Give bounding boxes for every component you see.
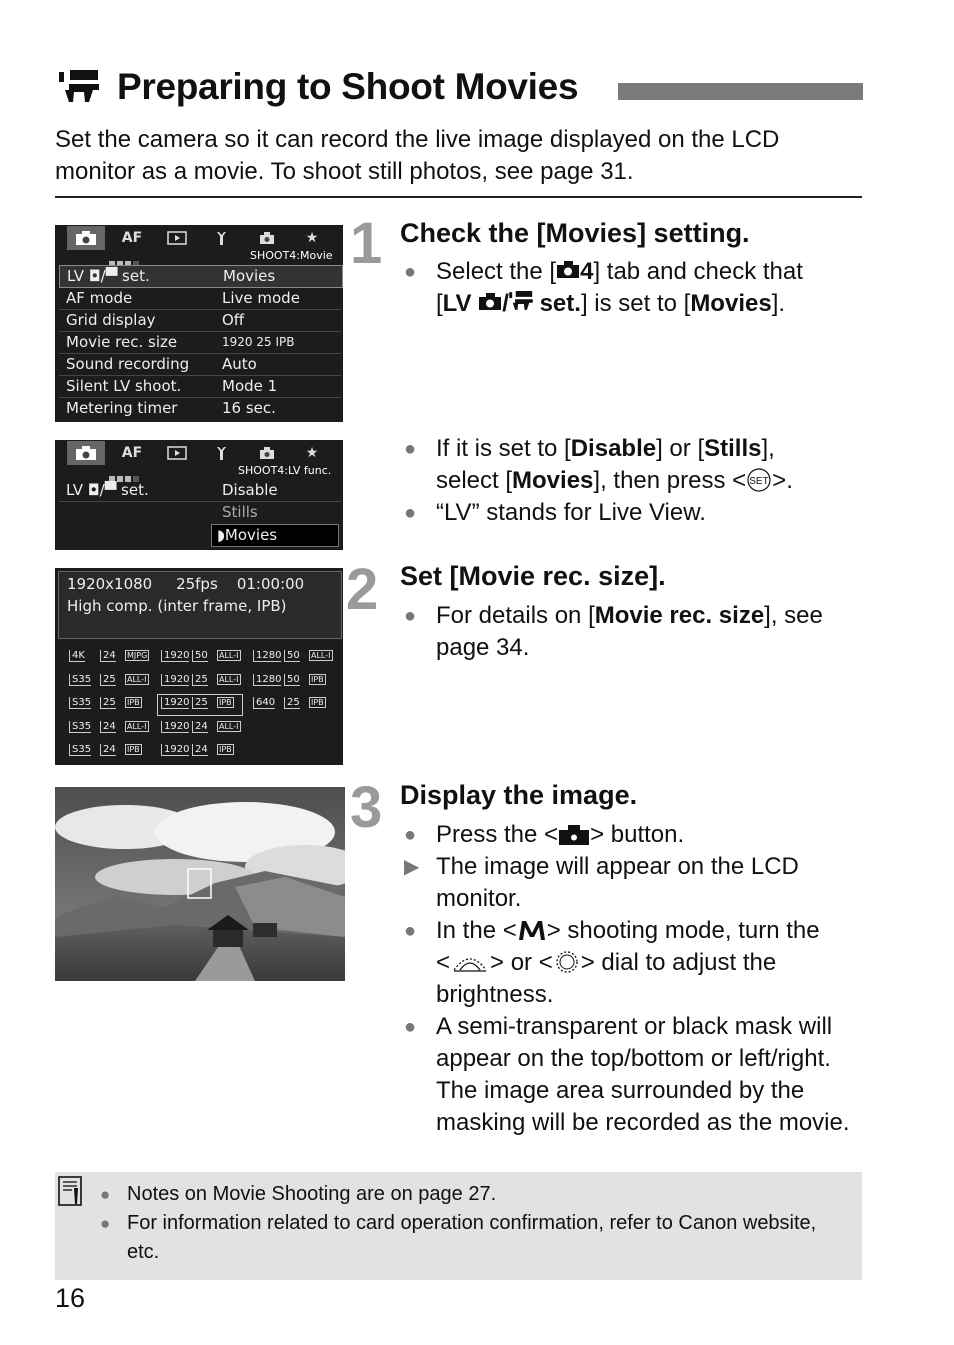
size-cell: 24: [100, 744, 116, 756]
size-cell: 25: [192, 697, 208, 709]
size-cell: 24: [100, 650, 116, 662]
bullet-text: In the <: [436, 917, 517, 944]
svg-text:SET: SET: [749, 476, 769, 487]
size-cell: IPB: [311, 698, 324, 707]
bullet-dot-icon: ●: [100, 1185, 111, 1204]
menu-tag: SHOOT4:LV func.: [238, 464, 332, 477]
bullet: ● Select the [ 4] tab and check that [LV / set.] is set to [Movies].: [404, 258, 803, 317]
tab-mymenu: [293, 228, 331, 248]
main-dial-icon: [450, 950, 490, 974]
bullet-dot-icon: ●: [100, 1214, 111, 1233]
camera-icon: ◘: [88, 267, 101, 285]
bullet: [404, 600, 864, 664]
menu-row-label-suffix: set.: [121, 481, 149, 499]
step-number: 3: [350, 775, 383, 840]
movie-size-screen: [55, 568, 343, 765]
size-cell: 25: [100, 674, 116, 686]
bullet-text: The image will appear on the LCD monitor.: [436, 853, 799, 912]
menu-row: [59, 310, 341, 332]
live-view-image: [55, 787, 345, 981]
size-cell: IPB: [311, 674, 324, 684]
bullet-bold: Movie rec. size: [594, 602, 765, 629]
menu-tag: SHOOT4:Movie: [250, 249, 333, 262]
size-info-line2: High comp. (inter frame, IPB): [67, 597, 287, 615]
bullet-text: >.: [772, 467, 793, 494]
size-cell: 24: [192, 721, 208, 733]
menu-row-label: Grid display: [66, 311, 156, 329]
menu-screen-shoot4: [55, 225, 343, 422]
quick-control-dial-icon: [553, 950, 581, 974]
tab-setup: [203, 228, 241, 248]
bullet-text: > shooting mode, turn the: [546, 917, 820, 944]
size-cell: ALL-I: [219, 721, 239, 731]
page-dots: [109, 467, 169, 473]
bullet-text: Select the [: [436, 258, 557, 285]
landscape-photo: [55, 787, 345, 981]
bullet-bold: set.: [539, 290, 581, 317]
camera-icon: ◘: [87, 481, 100, 499]
note-item: [100, 1180, 847, 1209]
step-heading: Set [Movie rec. size].: [400, 561, 666, 591]
size-cell: S35: [69, 697, 91, 709]
option-row: [59, 502, 341, 523]
menu-row-value: Auto: [222, 355, 257, 373]
bullet-text: ] is set to [: [580, 290, 691, 317]
menu-row-lv-set: LV ◘/▀ set. Movies: [59, 265, 343, 288]
size-cell: 1920: [161, 744, 189, 756]
title-bar: [618, 83, 863, 100]
step-number: 1: [350, 211, 383, 276]
bullet-text: “LV” stands for Live View.: [436, 499, 706, 526]
bullet-dot-icon: ●: [404, 438, 417, 460]
memo-icon: [58, 1176, 84, 1210]
size-cell: ALL-I: [219, 651, 239, 660]
bullet-bold: 4: [580, 258, 594, 285]
bullet-dot-icon: ●: [404, 1016, 417, 1038]
bullet-text: ], then press <: [593, 467, 747, 494]
bullet-bold: Stills: [704, 435, 762, 462]
tab-af: AF: [121, 445, 143, 461]
step-heading: Display the image.: [400, 780, 638, 810]
menu-row: [59, 354, 341, 376]
option-stills: Stills: [222, 503, 258, 521]
bullet-text: ],: [761, 435, 775, 462]
movie-camera-icon: [509, 291, 533, 311]
bullet-text: > button.: [590, 821, 685, 848]
menu-row-label: LV: [67, 267, 84, 285]
tab-shoot: [67, 441, 105, 465]
bullet: [404, 1011, 864, 1139]
bullet-text: select [: [436, 467, 513, 494]
page-title: Preparing to Shoot Movies: [117, 66, 579, 107]
size-cell: IPB: [127, 698, 140, 707]
menu-row-label-suffix: set.: [122, 267, 150, 285]
bullet-text: If it is set to [: [436, 435, 571, 462]
bullet-text: <: [436, 949, 451, 976]
movie-icon: ▀: [104, 481, 117, 499]
note-text: For information related to card operation confirmation, refer to Canon website, etc.: [127, 1212, 817, 1263]
size-cell: ALL-I: [219, 674, 239, 684]
menu-row-value: Mode 1: [222, 377, 278, 395]
tab-mymenu: [293, 443, 331, 463]
menu-row-label: Metering timer: [66, 399, 178, 417]
bullet-text: ] tab and check that: [593, 258, 803, 285]
camera-icon: [75, 445, 97, 461]
size-cell: 1920: [161, 697, 189, 709]
menu-row: [59, 332, 341, 354]
menu-row-label: Silent LV shoot.: [66, 377, 182, 395]
menu-row-value: 1920 25 IPB: [222, 335, 295, 349]
tab-playback: [158, 228, 196, 248]
menu-row-value: Off: [222, 311, 245, 329]
bullet-text: ], see page 34.: [436, 602, 823, 661]
menu-row-value: Live mode: [222, 289, 300, 307]
menu-row-value: Movies: [223, 267, 276, 285]
size-cell: 50: [192, 650, 208, 662]
intro-text: Set the camera so it can record the live image displayed on the LCD monitor as a movie. To shoot still photos, see page 31.: [55, 126, 780, 185]
tab-setup: [203, 443, 241, 463]
bullet-text: ].: [771, 290, 786, 317]
tab-af: AF: [121, 230, 143, 246]
option-row-selected: [211, 524, 339, 547]
size-cell: IPB: [219, 698, 232, 707]
title-row: [55, 62, 863, 112]
note-item: [100, 1209, 847, 1267]
camera-icon: [75, 230, 97, 246]
size-cell: 50: [284, 674, 300, 686]
bullet-dot-icon: ●: [404, 605, 417, 627]
custom-camera-icon: [258, 230, 276, 246]
movie-icon: ▀: [105, 267, 118, 285]
bullet-bold: LV: [442, 290, 472, 317]
size-cell: ALL-I: [311, 651, 331, 660]
size-cell: 24: [100, 721, 116, 733]
playback-icon: [167, 231, 187, 245]
page-dots: [109, 252, 169, 258]
size-cell: 1920: [161, 650, 189, 662]
size-cell: 4K: [69, 650, 85, 662]
bullet-dot-icon: ●: [404, 261, 417, 283]
bullet: [404, 819, 864, 851]
menu-row: [59, 288, 341, 310]
menu-row-label: LV: [66, 481, 83, 499]
size-cell: S35: [69, 744, 91, 756]
size-cell: S35: [69, 721, 91, 733]
bullet: [404, 497, 864, 529]
menu-screen-lv-func: [55, 440, 343, 550]
result-arrow-icon: ▶: [404, 856, 420, 878]
menu-row-label: Sound recording: [66, 355, 190, 373]
bullet-bold: Disable: [570, 435, 657, 462]
size-cell: 1920: [161, 721, 189, 733]
menu-row-label: Movie rec. size: [66, 333, 178, 351]
note-text: Notes on Movie Shooting are on page 27.: [127, 1183, 497, 1205]
size-cell: IPB: [127, 745, 140, 754]
option-movies: Movies: [224, 526, 278, 544]
size-cell: 1920: [161, 674, 189, 686]
size-selection-frame: [157, 694, 243, 716]
bullet-text: A semi-transparent or black mask will appear on the top/bottom or left/right. The image area surrounded by the masking will be recorded as the movie.: [436, 1013, 850, 1136]
menu-row: [59, 398, 341, 419]
size-cell: S35: [69, 674, 91, 686]
camera-icon: [478, 291, 502, 311]
tab-shoot: [67, 226, 105, 250]
size-cell: 25: [100, 697, 116, 709]
bullet-text: > dial to adjust the brightness.: [436, 949, 777, 1008]
size-cell: MJPG: [127, 651, 148, 660]
bullet-text: ] or [: [656, 435, 705, 462]
wrench-icon: [214, 230, 230, 246]
camera-icon: [556, 259, 580, 279]
bullet: [404, 851, 864, 915]
menu-row: [59, 376, 341, 398]
note-box: [55, 1172, 862, 1280]
wrench-icon: [214, 445, 230, 461]
custom-camera-icon: [258, 445, 276, 461]
selection-marker-icon: ◗: [217, 526, 225, 544]
size-cell: ALL-I: [127, 674, 147, 684]
bullet-text: Press the <: [436, 821, 559, 848]
bullet-text: > or <: [490, 949, 553, 976]
playback-icon: [167, 446, 187, 460]
star-icon: ★: [305, 230, 319, 246]
menu-row-lv-set: LV ◘/▀ set. Disable: [59, 480, 341, 502]
size-cell: 1280: [253, 650, 281, 662]
size-cell: 640: [253, 697, 275, 709]
step-heading: Check the [Movies] setting.: [400, 218, 750, 248]
size-cell: IPB: [219, 745, 232, 754]
m-mode-icon: [517, 919, 547, 941]
bullet-bold: Movies: [690, 290, 772, 317]
bullet: [404, 433, 864, 497]
star-icon: ★: [305, 445, 319, 461]
bullet-text: [: [436, 290, 443, 317]
tab-custom: [248, 228, 286, 248]
menu-row-value: 16 sec.: [222, 399, 276, 417]
tab-custom: [248, 443, 286, 463]
step-number: 2: [346, 557, 379, 622]
bullet-text: For details on [: [436, 602, 595, 629]
camera-button-icon: [558, 824, 590, 846]
page-number: 16: [55, 1283, 86, 1313]
size-info-line1: 1920x1080 25fps 01:00:00: [67, 575, 305, 593]
size-cell: 25: [192, 674, 208, 686]
bullet-dot-icon: ●: [404, 920, 417, 942]
divider: [55, 196, 862, 198]
size-cell: 24: [192, 744, 208, 756]
size-cell: 25: [284, 697, 300, 709]
menu-row-label: AF mode: [66, 289, 133, 307]
tab-playback: [158, 443, 196, 463]
bullet-dot-icon: ●: [404, 502, 417, 524]
bullet: [404, 915, 864, 1011]
size-cell: 1280: [253, 674, 281, 686]
size-cell: ALL-I: [127, 721, 147, 731]
bullet-dot-icon: ●: [404, 824, 417, 846]
size-cell: 50: [284, 650, 300, 662]
bullet-bold: Movies: [512, 467, 594, 494]
set-button-icon: [746, 468, 772, 492]
option-disable: Disable: [222, 481, 278, 499]
movie-camera-icon: [59, 70, 99, 104]
